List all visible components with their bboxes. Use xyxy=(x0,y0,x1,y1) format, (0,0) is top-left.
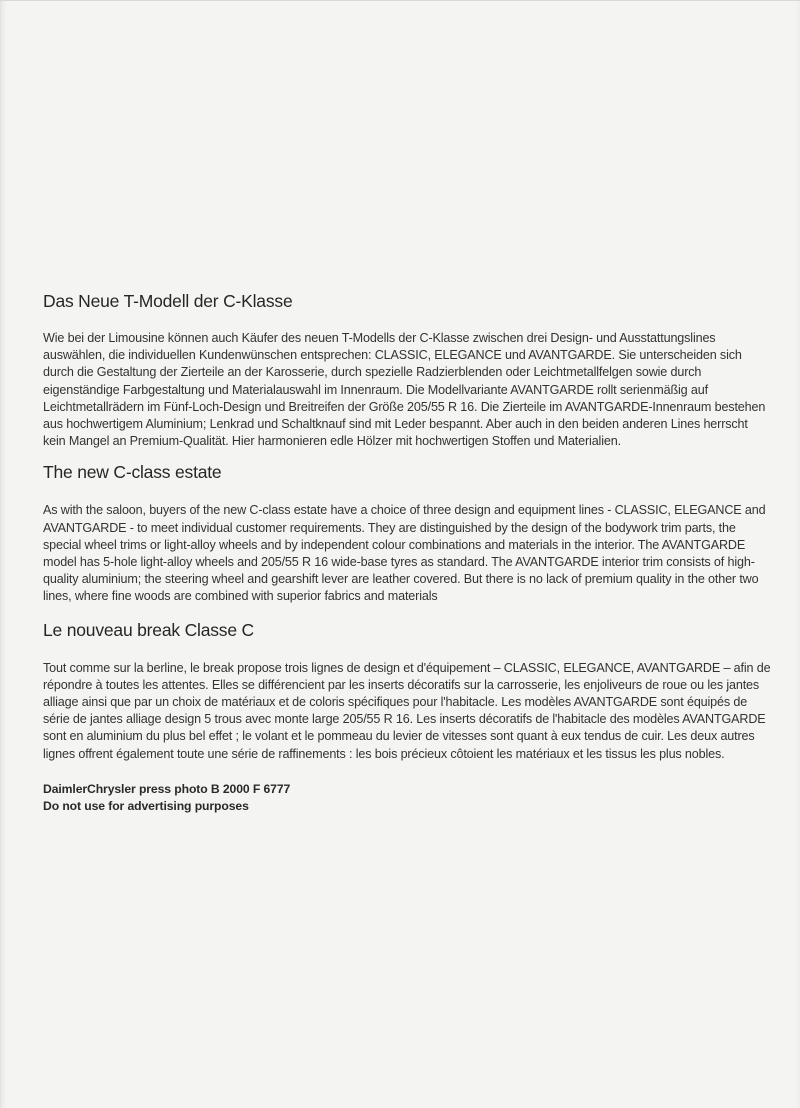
body-german: Wie bei der Limousine können auch Käufer des neuen T-Modells der C-Klasse zwischen drei Design- und Ausstattungslines auswählen, die individuellen Kundenwünschen entsprechen: CLASSIC, ELEGANCE und AVANTGARDE. Sie unterscheiden sich durch die Gestaltung der Zierteile an der Karosserie, durch spezielle Radzierblenden oder Leichtmetallfelgen sowie durch eigenständige Farbgestaltung und Materialauswahl im Innenraum. Die Modellvariante AVANTGARDE rollt serienmäßig auf Leichtmetallrädern im Fünf-Loch-Design und Breitreifen der Größe 205/55 R 16. Die Zierteile im AVANTGARDE-Innenraum bestehen aus hochwertigem Aluminium; Lenkrad und Schaltknauf sind mit Leder bespannt. Aber auch in den beiden anderen Lines herrscht kein Mangel an Premium-Qualität. Hier harmonieren edle Hölzer mit hochwertigen Stoffen und Materialien. xyxy=(43,331,766,449)
press-text xyxy=(43,289,773,815)
credit-line-photo-id: DaimlerChrysler press photo B 2000 F 6777 xyxy=(43,781,291,796)
section-french xyxy=(43,618,773,763)
section-german xyxy=(43,289,773,450)
credit-line-usage-note: Do not use for advertising purposes xyxy=(43,798,249,813)
body-english: As with the saloon, buyers of the new C-class estate have a choice of three design and equipment lines - CLASSIC, ELEGANCE and AVANTGARDE - to meet individual customer requirements. They are distinguished by the design of the bodywork trim parts, the special wheel trims or light-alloy wheels and by independent colour combinations and materials in the interior. The AVANTGARDE model has 5-hole light-alloy wheels and 205/55 R 16 wide-base tyres as standard. The AVANTGARDE interior trim consists of high-quality aluminium; the steering wheel and gearshift lever are leather covered. But there is no lack of premium quality in the other two lines, where fine woods are combined with superior fabrics and materials xyxy=(43,503,766,604)
section-english xyxy=(43,460,773,605)
heading-english: The new C-class estate xyxy=(43,462,222,483)
heading-german: Das Neue T-Modell der C-Klasse xyxy=(43,291,293,311)
heading-french: Le nouveau break Classe C xyxy=(43,619,254,640)
photo-credit xyxy=(43,781,773,815)
body-french: Tout comme sur la berline, le break propose trois lignes de design et d'équipement – CLASSIC, ELEGANCE, AVANTGARDE – afin de répondre à toutes les attentes. Elles se différencient par les inserts décoratifs sur la carrosserie, les enjoliveurs de roue ou les jantes alliage ainsi que par un choix de matériaux et de coloris spécifiques pour l'habitacle. Les modèles AVANTGARDE sont équipés de série de jantes alliage design 5 trous avec monte large 205/55 R 16. Les inserts décoratifs de l'habitacle des modèles AVANTGARDE sont en aluminium du plus bel effet ; le volant et le pommeau du levier de vitesses sont quant à eux tendus de cuir. Les deux autres lignes offrent également toute une série de raffinements : les bois précieux côtoient les matériaux et les tissus les plus nobles. xyxy=(43,660,771,761)
